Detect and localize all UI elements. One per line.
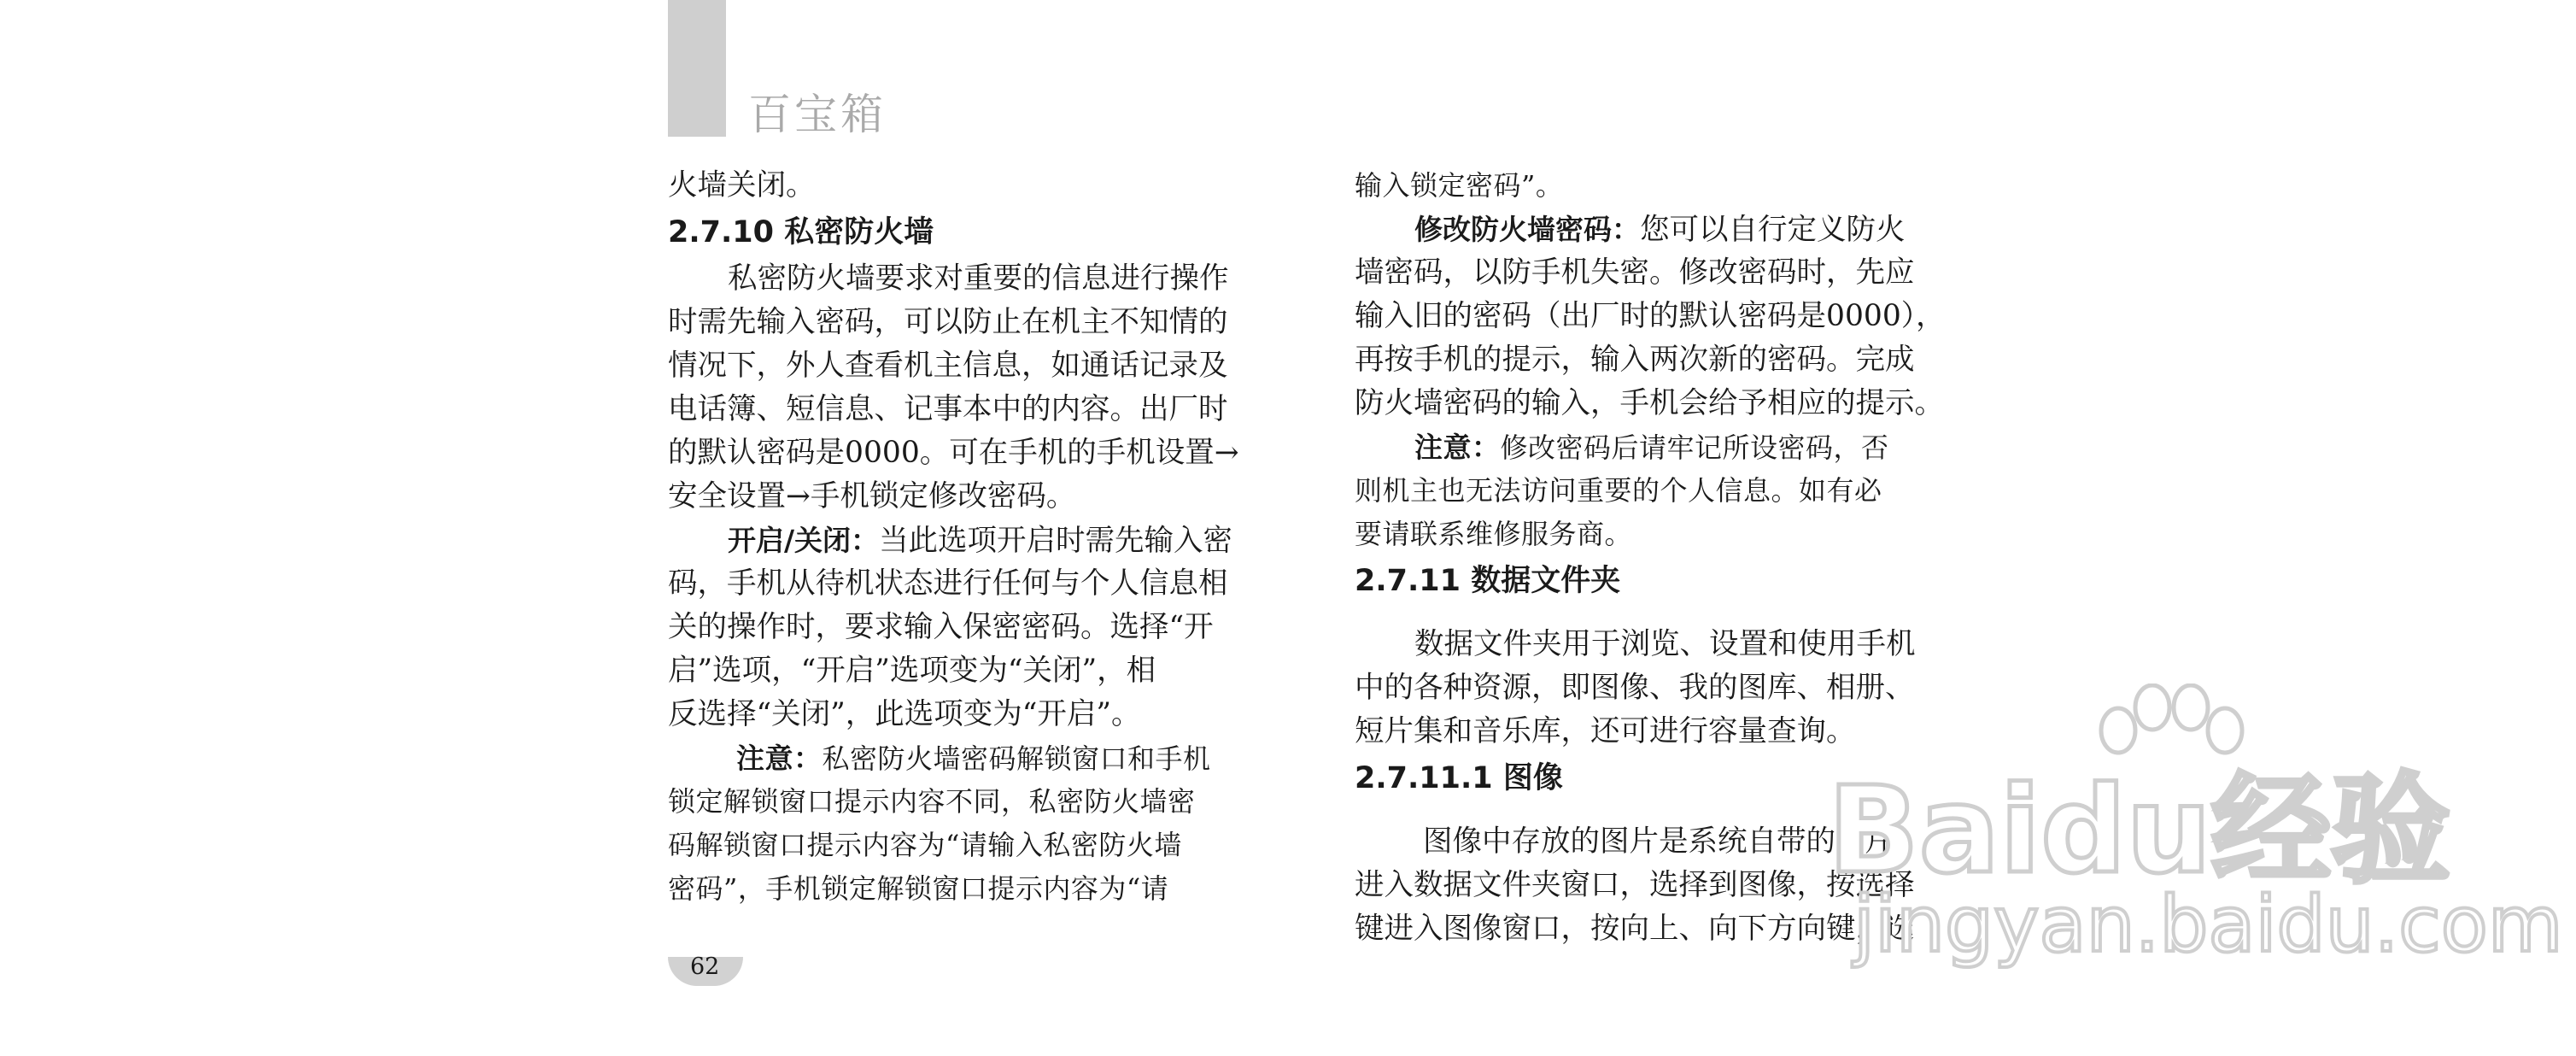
section-heading: 2.7.10 私密防火墙 — [668, 215, 934, 249]
paragraph-line: 中的各种资源，即图像、我的图库、相册、 — [1355, 671, 1915, 705]
term-label: 修改防火墙密码： — [1414, 213, 1640, 246]
paragraph-line: 私密防火墙要求对重要的信息进行操作 — [728, 261, 1229, 296]
paragraph-line: 数据文件夹用于浏览、设置和使用手机 — [1414, 627, 1916, 661]
note-text: 修改密码后请牢记所设密码，否 — [1500, 431, 1889, 464]
paragraph-line: 时需先输入密码，可以防止在机主不知情的 — [668, 305, 1228, 339]
paragraph-line: 墙密码，以防手机失密。修改密码时，先应 — [1355, 255, 1915, 290]
subsection-heading: 2.7.11.1 图像 — [1355, 761, 1563, 795]
paragraph-text: 当此选项开启时需先输入密 — [879, 524, 1233, 558]
paragraph-line: 反选择“关闭”，此选项变为“开启”。 — [668, 697, 1141, 731]
paragraph-line — [668, 519, 1266, 562]
paragraph-text: 您可以自行定义防火 — [1640, 213, 1906, 247]
paragraph-line: 输入旧的密码（出厂时的默认密码是0000）， — [1355, 299, 1946, 333]
note-line: 则机主也无法访问重要的个人信息。如有必 — [1355, 474, 1882, 507]
paragraph-line: 码，手机从待机状态进行任何与个人信息相 — [668, 566, 1228, 601]
header-title: 百宝箱 — [748, 90, 887, 139]
continuation-text: 输入锁定密码”。 — [1355, 169, 1564, 202]
watermark-brand: Baidu经验 — [1828, 761, 2451, 901]
watermark-url: jingyan.baidu.com — [1853, 880, 2563, 970]
note-line — [1355, 425, 1952, 469]
paragraph-line: 图像中存放的图片是系统自带的图片， — [1423, 824, 1924, 859]
paragraph-line — [1355, 208, 1952, 251]
term-label: 开启/关闭： — [728, 524, 880, 557]
paragraph-line: 再按手机的提示，输入两次新的密码。完成 — [1355, 343, 1915, 377]
baidu-watermark — [1828, 683, 2563, 974]
note-line: 要请联系维修服务商。 — [1355, 518, 1633, 550]
paragraph-line: 电话簿、短信息、记事本中的内容。出厂时 — [668, 392, 1228, 426]
paragraph-line: 键进入图像窗口，按向上、向下方向键，选 — [1355, 912, 1915, 946]
page-number: 62 — [690, 953, 720, 980]
paragraph-line: 安全设置→手机锁定修改密码。 — [668, 479, 1076, 513]
note-label: 注意： — [1414, 431, 1501, 464]
note-line: 锁定解锁窗口提示内容不同，私密防火墙密 — [668, 785, 1196, 818]
header-bar — [668, 0, 726, 137]
section-heading: 2.7.11 数据文件夹 — [1355, 564, 1621, 598]
paragraph-line: 的默认密码是0000。可在手机的手机设置→ — [668, 436, 1239, 470]
left-column — [668, 164, 1266, 911]
paragraph-line: 进入数据文件夹窗口，选择到图像，按选择 — [1355, 868, 1915, 902]
paragraph-line: 短片集和音乐库，还可进行容量查询。 — [1355, 714, 1856, 748]
spacer — [1355, 606, 1952, 623]
continuation-text: 火墙关闭。 — [668, 168, 816, 202]
paragraph-line: 关的操作时，要求输入保密密码。选择“开 — [668, 610, 1214, 644]
paragraph-line: 情况下，外人查看机主信息，如通话记录及 — [668, 349, 1228, 383]
note-line: 码解锁窗口提示内容为“请输入私密防火墙 — [668, 829, 1182, 861]
note-line: 密码”，手机锁定解锁窗口提示内容为“请 — [668, 872, 1169, 905]
paragraph-line: 防火墙密码的输入，手机会给予相应的提示。 — [1355, 386, 1944, 420]
note-text: 私密防火墙密码解锁窗口和手机 — [822, 742, 1211, 775]
note-label: 注意： — [736, 742, 823, 775]
note-line — [668, 736, 1266, 780]
paragraph-line: 启”选项，“开启”选项变为“关闭”，相 — [668, 654, 1156, 688]
